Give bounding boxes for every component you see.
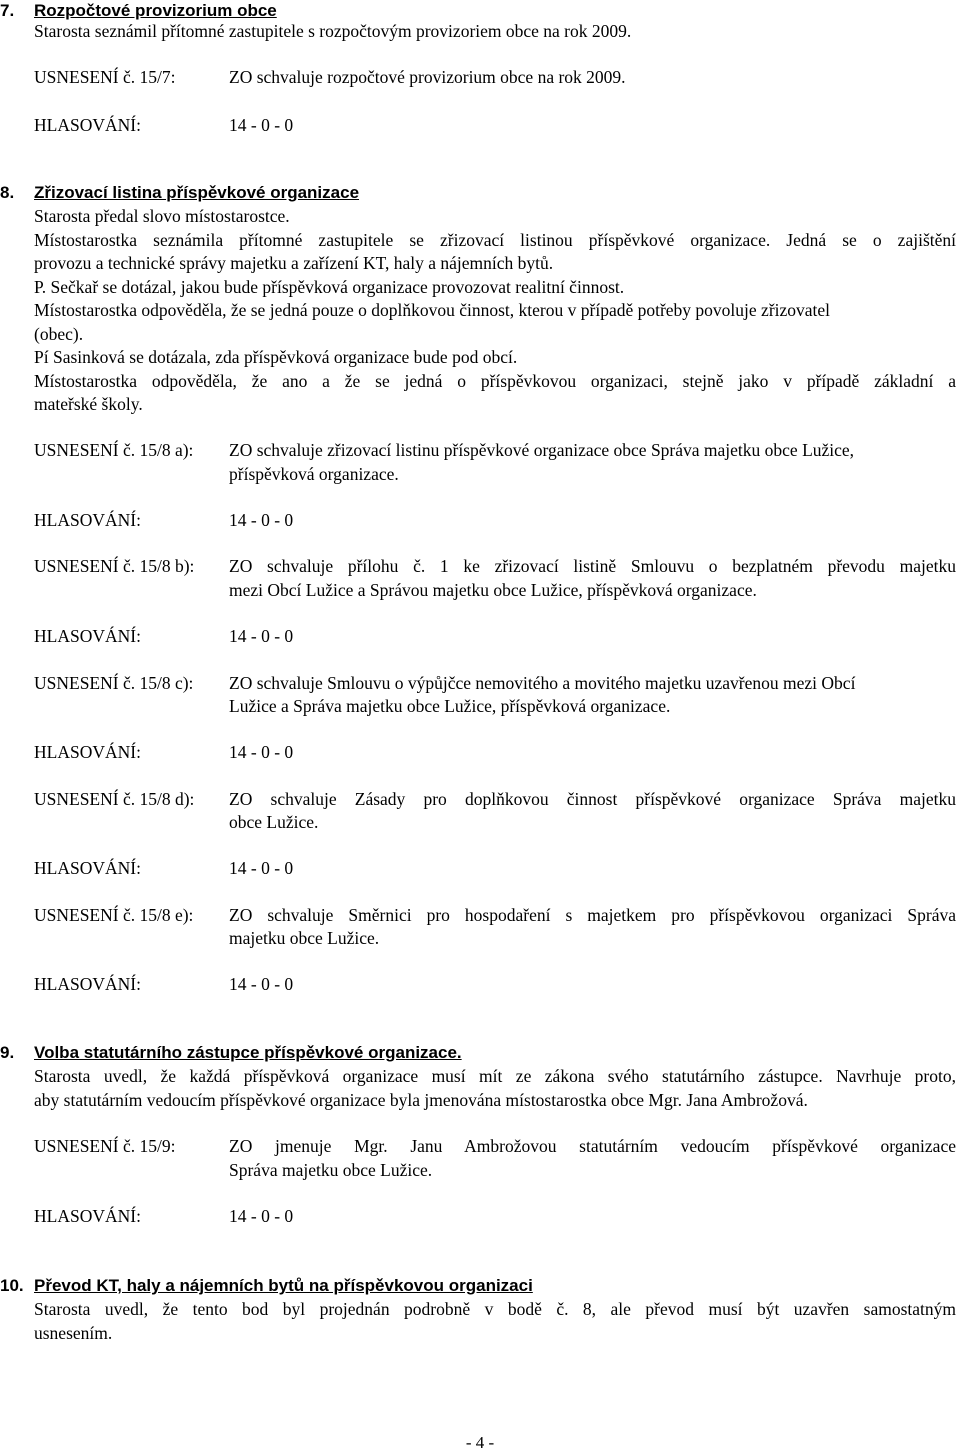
vote-label: HLASOVÁNÍ:	[34, 626, 141, 646]
resolution-text: obce Lužice.	[229, 812, 319, 832]
paragraph-line: provozu a technické správy majetku a zařízení KT, haly a nájemních bytů.	[34, 253, 554, 273]
vote-label: HLASOVÁNÍ:	[34, 858, 141, 878]
section-title: Zřizovací listina příspěvkové organizace	[34, 183, 360, 202]
paragraph-line: Místostarostka odpověděla, že ano a že se jedná o příspěvkovou organizaci, stejně jako v případě základní a	[34, 371, 956, 391]
resolution-label: USNESENÍ č. 15/8 d):	[34, 789, 195, 809]
resolution-text: ZO schvaluje Směrnici pro hospodaření s majetkem pro příspěvkovou organizaci Správa	[229, 905, 956, 925]
vote-label: HLASOVÁNÍ:	[34, 115, 141, 135]
resolution-label: USNESENÍ č. 15/8 a):	[34, 440, 194, 460]
paragraph-line: Starosta předal slovo místostarostce.	[34, 206, 290, 226]
resolution-text: ZO schvaluje přílohu č. 1 ke zřizovací listině Smlouvu o bezplatném převodu majetku	[229, 556, 956, 576]
vote-value: 14 - 0 - 0	[229, 626, 294, 646]
paragraph-line: (obec).	[34, 324, 84, 344]
vote-value: 14 - 0 - 0	[229, 974, 294, 994]
resolution-label: USNESENÍ č. 15/7:	[34, 67, 176, 87]
vote-label: HLASOVÁNÍ:	[34, 974, 141, 994]
paragraph-line: Místostarostka seznámila přítomné zastupitele se zřizovací listinou příspěvkové organizace. Jedná se o zajištění	[34, 230, 956, 250]
paragraph-line: Starosta seznámil přítomné zastupitele s rozpočtovým provizoriem obce na rok 2009.	[34, 21, 632, 41]
resolution-text: Správa majetku obce Lužice.	[229, 1160, 433, 1180]
resolution-label: USNESENÍ č. 15/9:	[34, 1136, 176, 1156]
resolution-label: USNESENÍ č. 15/8 c):	[34, 673, 194, 693]
paragraph-line: mateřské školy.	[34, 394, 143, 414]
section-number: 10.	[0, 1276, 24, 1295]
section-title: Převod KT, haly a nájemních bytů na příspěvkovou organizaci	[34, 1276, 533, 1295]
resolution-text: ZO jmenuje Mgr. Janu Ambrožovou statutárním vedoucím příspěvkové organizace	[229, 1136, 956, 1156]
vote-value: 14 - 0 - 0	[229, 510, 294, 530]
paragraph-line: P. Sečkař se dotázal, jakou bude příspěvková organizace provozovat realitní činnost.	[34, 277, 625, 297]
vote-value: 14 - 0 - 0	[229, 858, 294, 878]
resolution-text: Lužice a Správa majetku obce Lužice, příspěvková organizace.	[229, 696, 671, 716]
resolution-text: ZO schvaluje zřizovací listinu příspěvkové organizace obce Správa majetku obce Lužice,	[229, 440, 855, 460]
vote-label: HLASOVÁNÍ:	[34, 1206, 141, 1226]
paragraph-line: Místostarostka odpověděla, že se jedná pouze o doplňkovou činnost, kterou v případě potřeby povoluje zřizovatel	[34, 300, 831, 320]
paragraph-line: Pí Sasinková se dotázala, zda příspěvková organizace bude pod obcí.	[34, 347, 518, 367]
vote-value: 14 - 0 - 0	[229, 1206, 294, 1226]
section-number: 8.	[0, 183, 15, 202]
section-title: Rozpočtové provizorium obce	[34, 1, 277, 20]
vote-label: HLASOVÁNÍ:	[34, 742, 141, 762]
section-number: 9.	[0, 1043, 15, 1062]
vote-value: 14 - 0 - 0	[229, 115, 294, 135]
resolution-text: mezi Obcí Lužice a Správou majetku obce Lužice, příspěvková organizace.	[229, 580, 757, 600]
paragraph-line: Starosta uvedl, že každá příspěvková organizace musí mít ze zákona svého statutárního zástupce. Navrhuje proto,	[34, 1066, 956, 1086]
resolution-label: USNESENÍ č. 15/8 e):	[34, 905, 194, 925]
resolution-text: ZO schvaluje Smlouvu o výpůjčce nemovitého a movitého majetku uzavřenou mezi Obcí	[229, 673, 856, 693]
resolution-text: ZO schvaluje rozpočtové provizorium obce na rok 2009.	[229, 67, 626, 87]
resolution-text: ZO schvaluje Zásady pro doplňkovou činnost příspěvkové organizace Správa majetku	[229, 789, 956, 809]
resolution-text: majetku obce Lužice.	[229, 928, 380, 948]
resolution-label: USNESENÍ č. 15/8 b):	[34, 556, 195, 576]
paragraph-line: usnesením.	[34, 1323, 113, 1343]
vote-value: 14 - 0 - 0	[229, 742, 294, 762]
paragraph-line: aby statutárním vedoucím příspěvkové organizace byla jmenována místostarostka obce Mgr. Jana Ambrožová.	[34, 1090, 808, 1110]
section-title: Volba statutárního zástupce příspěvkové organizace.	[34, 1043, 462, 1062]
resolution-text: příspěvková organizace.	[229, 464, 399, 484]
section-number: 7.	[0, 1, 15, 20]
page-number: - 4 -	[465, 1433, 495, 1452]
vote-label: HLASOVÁNÍ:	[34, 510, 141, 530]
paragraph-line: Starosta uvedl, že tento bod byl projednán podrobně v bodě č. 8, ale převod musí být uzavřen samostatným	[34, 1299, 956, 1319]
